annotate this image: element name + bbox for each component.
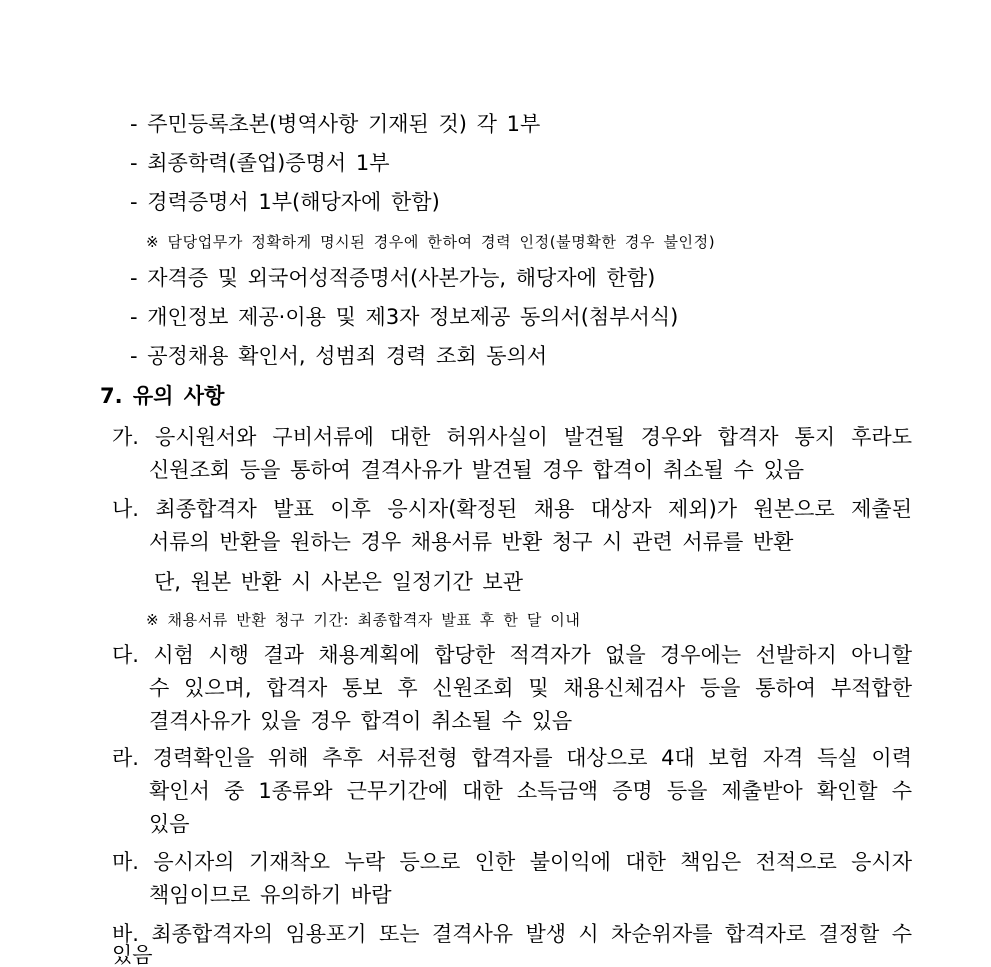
notice-item-da-line-1: 다. 시험 시행 결과 채용계획에 합당한 적격자가 없을 경우에는 선발하지 아니할: [112, 643, 912, 667]
notice-item-ga-line-2: 신원조회 등을 통하여 결격사유가 발견될 경우 합격이 취소될 수 있음: [149, 458, 805, 482]
notice-item-ga-line-1: 가. 응시원서와 구비서류에 대한 허위사실이 발견될 경우와 합격자 통지 후라도: [112, 425, 912, 449]
career-note: ※ 담당업무가 정확하게 명시된 경우에 한하여 경력 인정(불명확한 경우 불인정): [146, 233, 716, 251]
notice-item-na-line-3: 단, 원본 반환 시 사본은 일정기간 보관: [154, 570, 524, 594]
notice-item-ma-line-2: 책임이므로 유의하기 바람: [149, 883, 392, 907]
notice-item-ba-line-1: 바. 최종합격자의 임용포기 또는 결격사유 발생 시 차순위자를 합격자로 결정할 수 있음: [112, 922, 912, 967]
document-item-education-certificate: - 최종학력(졸업)증명서 1부: [130, 151, 390, 175]
document-item-license-language: - 자격증 및 외국어성적증명서(사본가능, 해당자에 한함): [130, 266, 656, 290]
notice-item-na-line-2: 서류의 반환을 원하는 경우 채용서류 반환 청구 시 관련 서류를 반환: [149, 530, 794, 554]
document-item-privacy-consent: - 개인정보 제공·이용 및 제3자 정보제공 동의서(첨부서식): [130, 305, 679, 329]
return-period-note: ※ 채용서류 반환 청구 기간: 최종합격자 발표 후 한 달 이내: [146, 611, 581, 629]
notice-item-na-line-1: 나. 최종합격자 발표 이후 응시자(확정된 채용 대상자 제외)가 원본으로 제출된: [112, 497, 912, 521]
notice-item-da-line-2: 수 있으며, 합격자 통보 후 신원조회 및 채용신체검사 등을 통하여 부적합한: [149, 676, 912, 700]
document-item-career-certificate: - 경력증명서 1부(해당자에 한함): [130, 190, 440, 214]
section-title: 7. 유의 사항: [100, 384, 225, 408]
notice-item-ma-line-1: 마. 응시자의 기재착오 누락 등으로 인한 불이익에 대한 책임은 전적으로 응시자: [112, 850, 912, 874]
document-item-resident-registration: - 주민등록초본(병역사항 기재된 것) 각 1부: [130, 112, 541, 136]
notice-item-ra-line-3: 있음: [149, 812, 190, 836]
notice-item-da-line-3: 결격사유가 있을 경우 합격이 취소될 수 있음: [149, 709, 573, 733]
notice-item-ra-line-2: 확인서 중 1종류와 근무기간에 대한 소득금액 증명 등을 제출받아 확인할 수: [149, 779, 912, 803]
notice-item-ra-line-1: 라. 경력확인을 위해 추후 서류전형 합격자를 대상으로 4대 보험 자격 득실 이력: [112, 746, 912, 770]
document-item-fair-hiring: - 공정채용 확인서, 성범죄 경력 조회 동의서: [130, 344, 548, 368]
